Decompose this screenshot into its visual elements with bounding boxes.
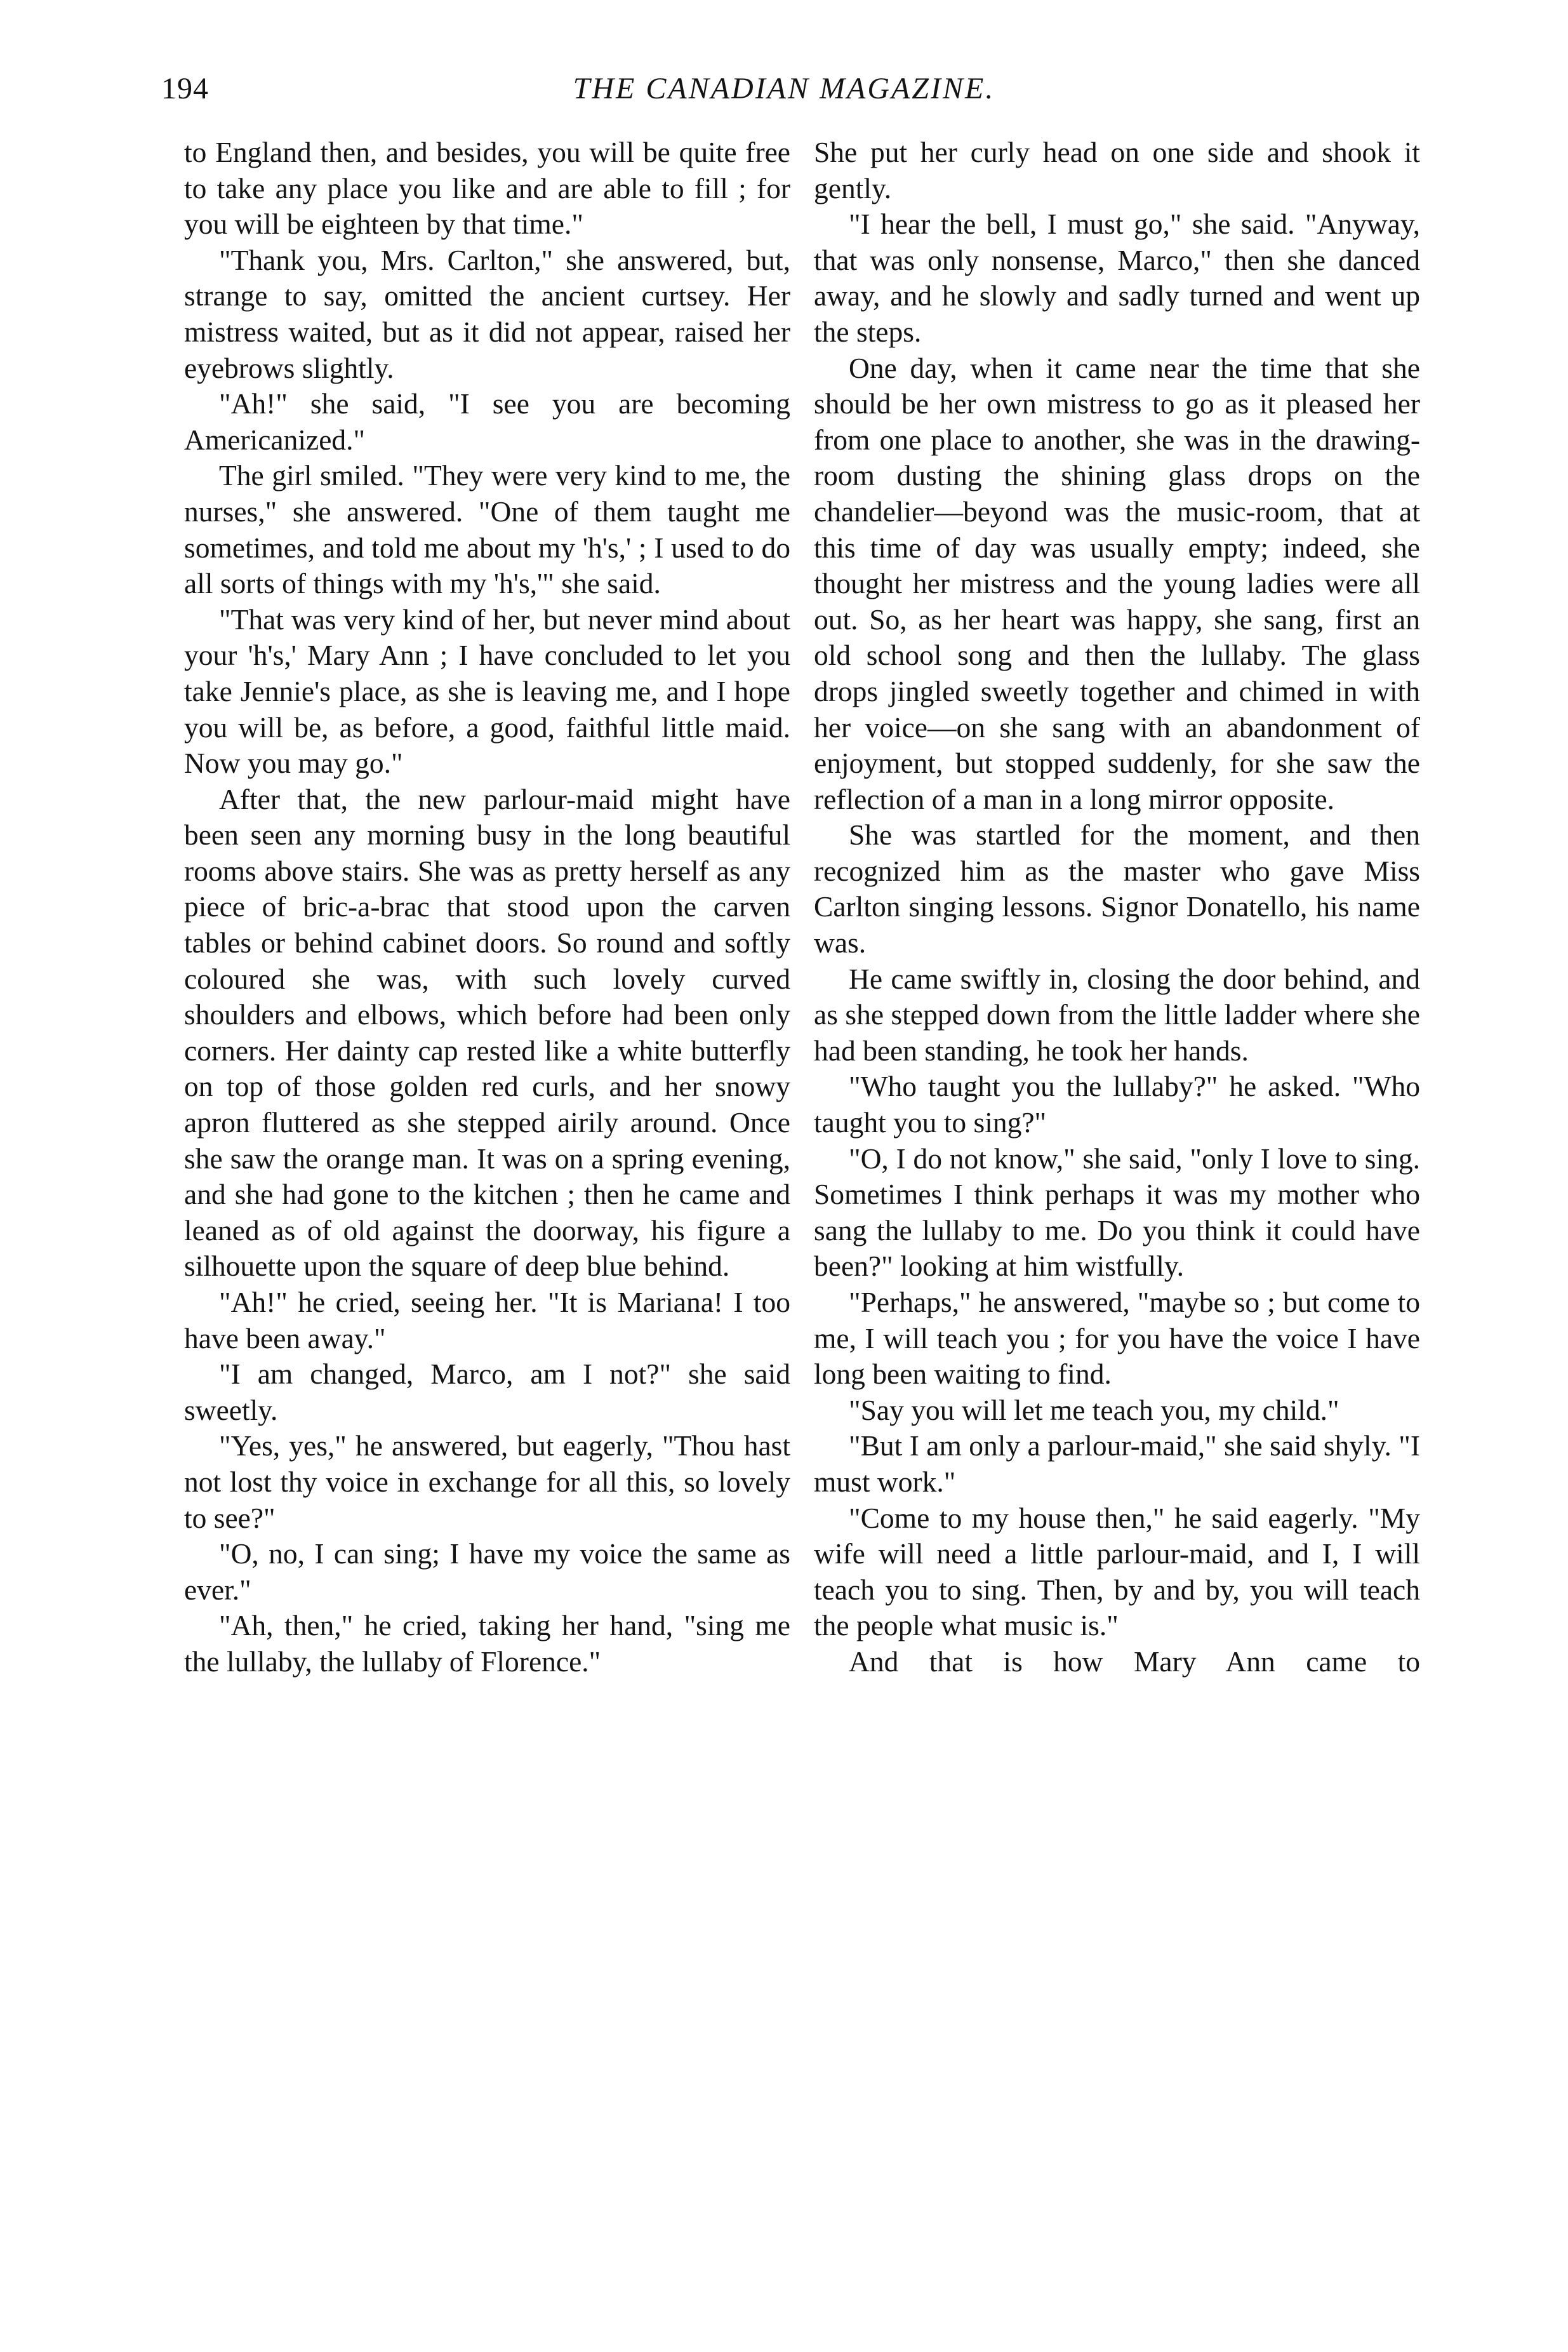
paragraph: She put her curly head on one side and shook it gently. (814, 136, 1420, 204)
paragraph: "Ah, then," he cried, taking her hand, "sing me the lullaby, the lullaby of Florence." (184, 1609, 790, 1678)
paragraph: "Yes, yes," he answered, but eagerly, "Thou hast not lost thy voice in exchange for all this, so lovely to see?" (184, 1429, 790, 1534)
paragraph: "Say you will let me teach you, my child." (849, 1393, 1339, 1426)
paragraph: "But I am only a parlour-maid," she said shyly. "I must work." (814, 1429, 1420, 1498)
paragraph: He came swiftly in, closing the door behind, and as she stepped down from the little ladder where she had been standing, he took her hands. (814, 962, 1420, 1067)
page-number: 194 (161, 72, 209, 105)
paragraph: "O, no, I can sing; I have my voice the same as ever." (184, 1537, 790, 1606)
left-column (184, 135, 790, 1680)
paragraph: "Ah!" she said, "I see you are becoming Americanized." (184, 387, 790, 456)
paragraph: After that, the new parlour-maid might have been seen any morning busy in the long beautiful rooms above stairs. She was as pretty herself as any piece of bric-a-brac that stood upon the carven tables or behind cabinet doors. So round and softly coloured she was, with such lovely curved shoulders and elbows, which before had been only corners. Her dainty cap rested like a white butterfly on top of those golden red curls, and her snowy apron fluttered as she stepped airily around. Once she saw the orange man. It was on a spring evening, and she had gone to the kitchen ; then he came and leaned as of old against the doorway, his figure a silhouette upon the square of deep blue behind. (184, 782, 790, 1283)
paragraph: to England then, and besides, you will be quite free to take any place you like and are able to fill ; for you will be eighteen by that time." (184, 136, 790, 241)
paragraph: And that is how Mary Ann came to (849, 1645, 1420, 1678)
paragraph: "I hear the bell, I must go," she said. "Anyway, that was only nonsense, Marco," then she danced away, and he slowly and sadly turned and went up the steps. (814, 208, 1420, 348)
paragraph: The girl smiled. "They were very kind to me, the nurses," she answered. "One of them taught me sometimes, and told me about my 'h's,' ; I used to do all sorts of things with my 'h's,'" she said. (184, 459, 790, 600)
paragraph: "Come to my house then," he said eagerly. "My wife will need a little parlour-maid, and I, I will teach you to sing. Then, by and by, you will teach the people what music is." (814, 1501, 1420, 1642)
paragraph: "O, I do not know," she said, "only I love to sing. Sometimes I think perhaps it was my mother who sang the lullaby to me. Do you think it could have been?" looking at him wistfully. (814, 1142, 1420, 1283)
paragraph: "Thank you, Mrs. Carlton," she answered, but, strange to say, omitted the ancient curtsey. Her mistress waited, but as it did not appear, raised her eyebrows slightly. (184, 243, 790, 384)
paragraph: "I am changed, Marco, am I not?" she said sweetly. (184, 1358, 790, 1426)
paragraph: "That was very kind of her, but never mind about your 'h's,' Mary Ann ; I have concluded to let you take Jennie's place, as she is leaving me, and I hope you will be, as before, a good, faithful little maid. Now you may go." (184, 603, 790, 780)
right-column (814, 135, 1420, 1680)
paragraph: She was startled for the moment, and then recognized him as the master who gave Miss Carlton singing lessons. Signor Donatello, his name was. (814, 819, 1420, 959)
paragraph: One day, when it came near the time that she should be her own mistress to go as it pleased her from one place to another, she was in the drawing-room dusting the shining glass drops on the chandelier—beyond was the music-room, that at this time of day was usually empty; indeed, she thought her mistress and the young ladies were all out. So, as her heart was happy, she sang, first an old school song and then the lullaby. The glass drops jingled sweetly together and chimed in with her voice—on she sang with an abandonment of enjoyment, but stopped suddenly, for she saw the reflection of a man in a long mirror opposite. (814, 351, 1420, 815)
paragraph: "Perhaps," he answered, "maybe so ; but come to me, I will teach you ; for you have the voice I have long been waiting to find. (814, 1286, 1420, 1391)
running-title: THE CANADIAN MAGAZINE. (573, 72, 995, 105)
paragraph: "Ah!" he cried, seeing her. "It is Mariana! I too have been away." (184, 1286, 790, 1354)
paragraph: "Who taught you the lullaby?" he asked. "Who taught you to sing?" (814, 1070, 1420, 1139)
